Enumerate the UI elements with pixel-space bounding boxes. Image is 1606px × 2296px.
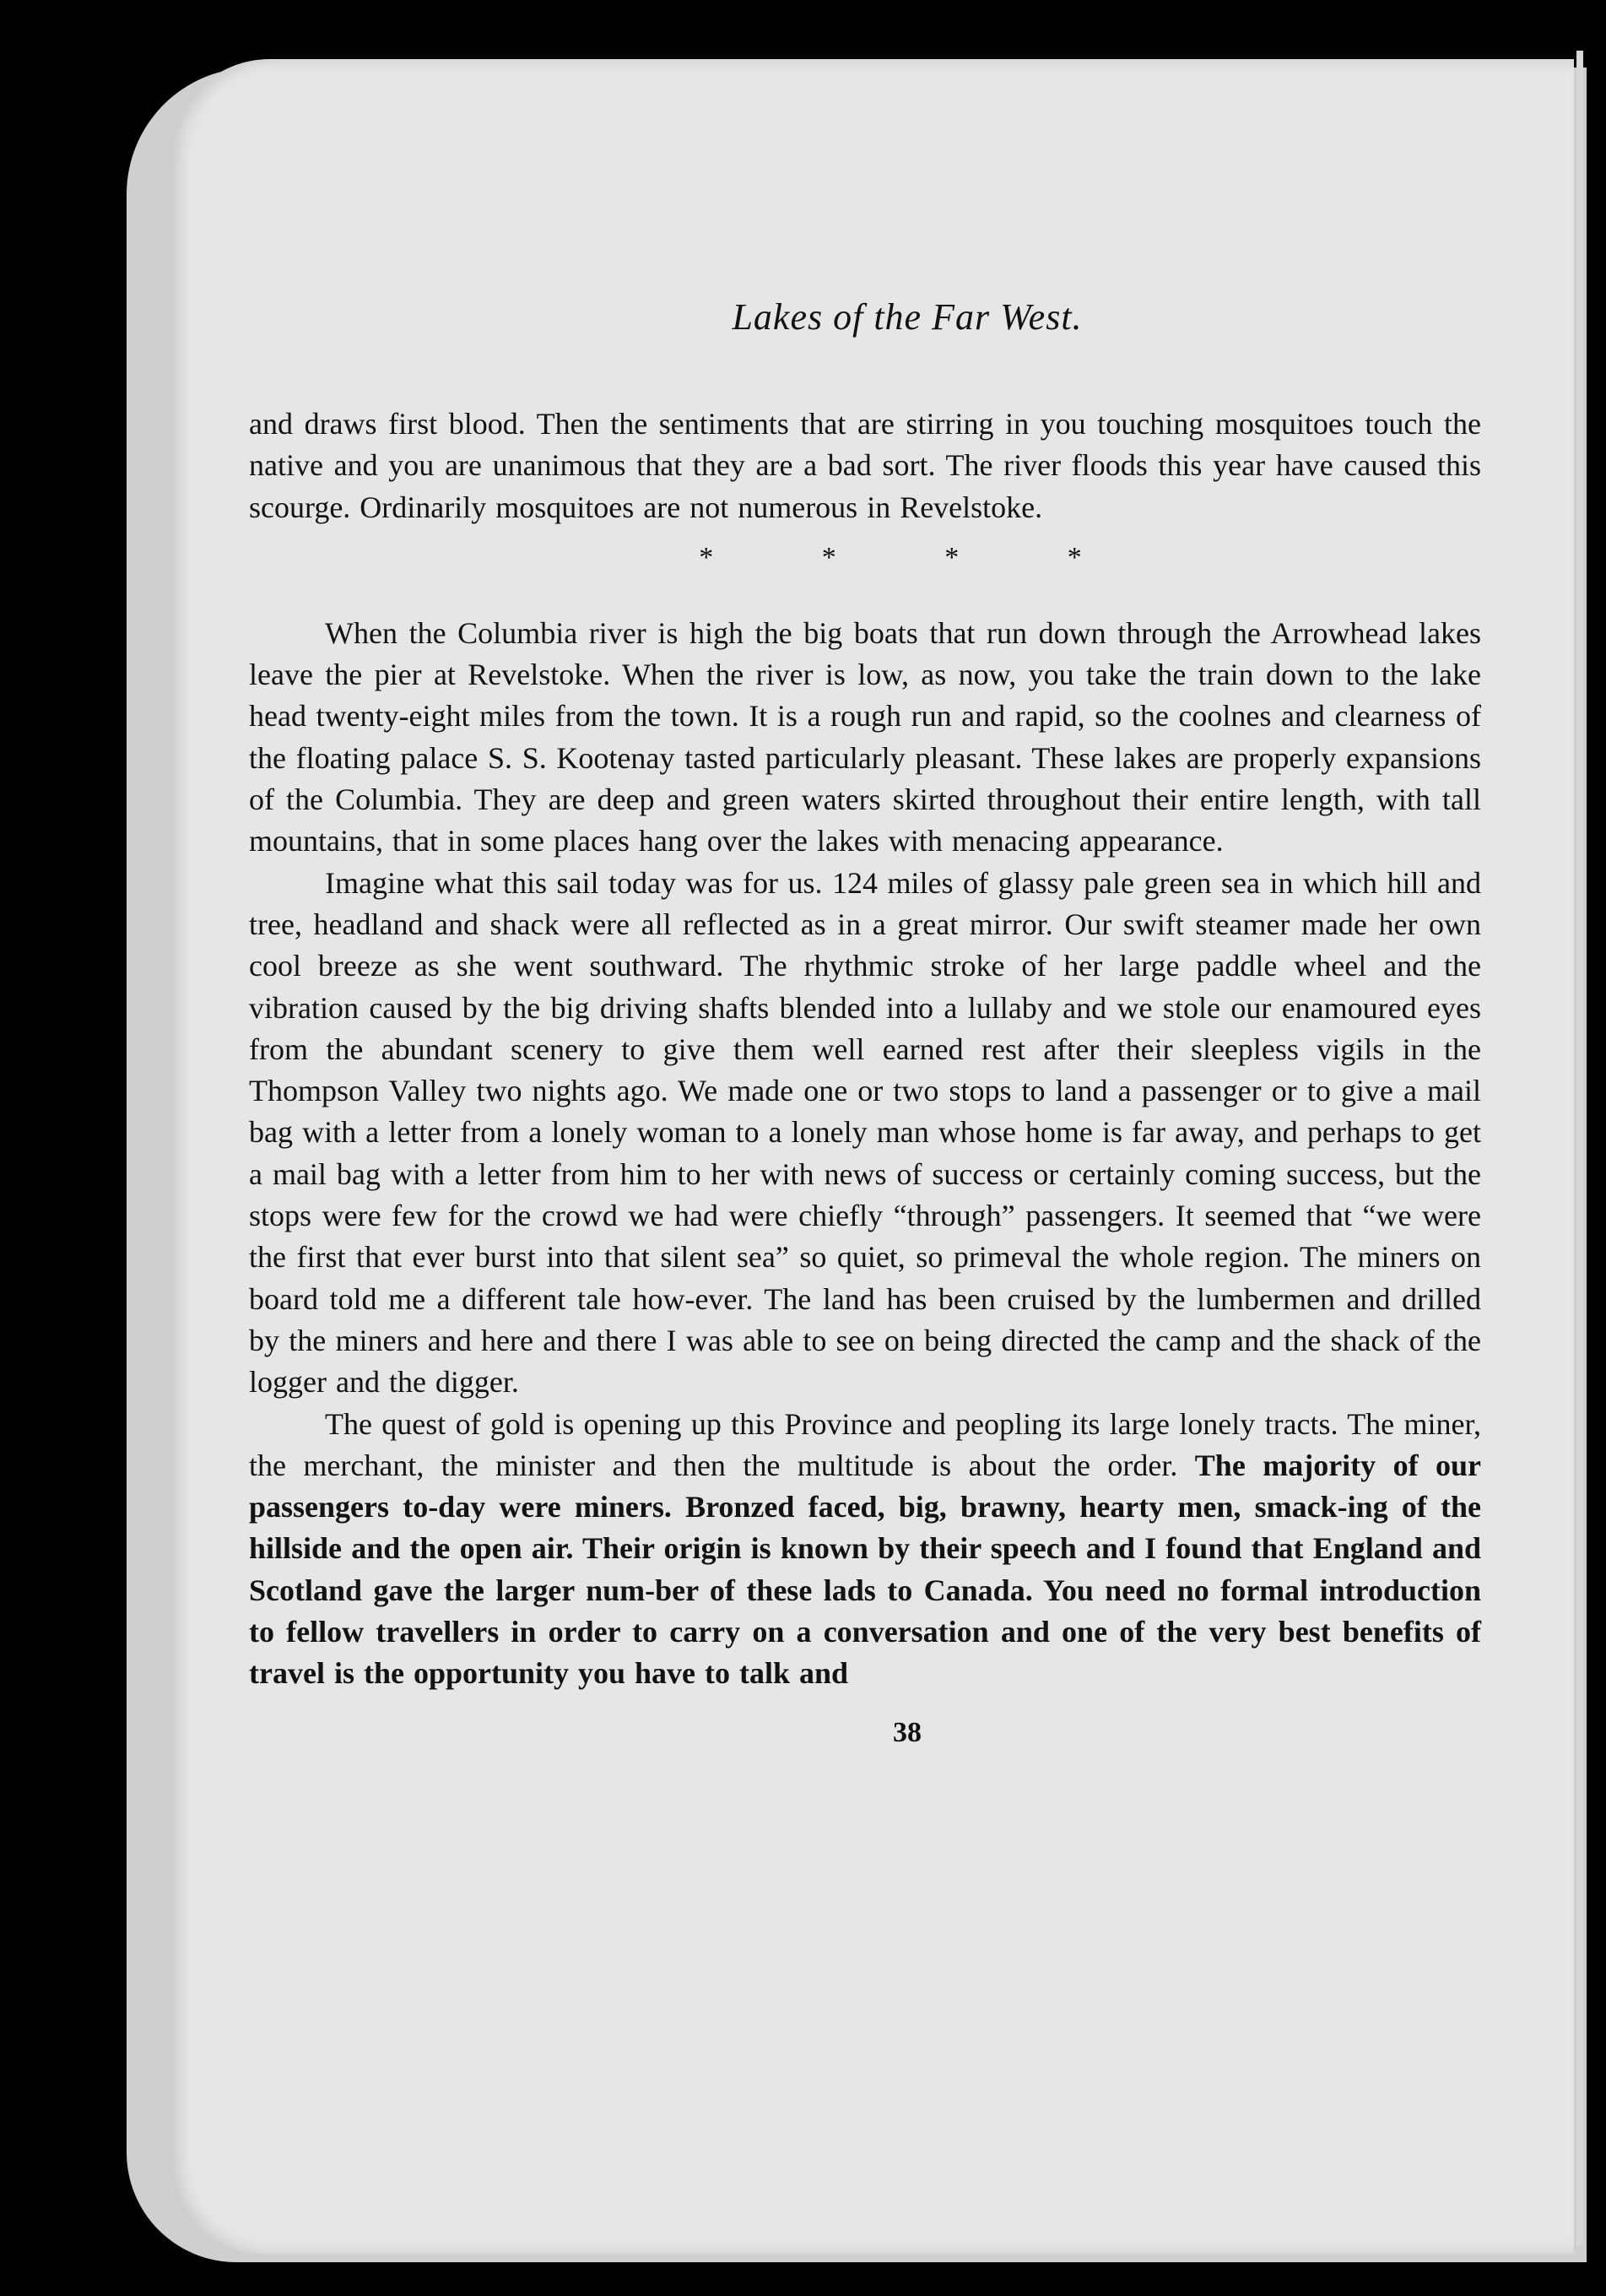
paragraph-1: and draws first blood. Then the sentiments that are stirring in you touching mosquitoes touch the native and you are unanimous that they are a bad sort. The river floods this year have caused this scourge. Ordinarily mosquitoes are not numerous in Revelstoke. <box>249 407 1481 524</box>
facing-page-edge <box>1576 51 1583 2245</box>
page-content <box>249 295 1481 1749</box>
paragraph-4-bold: The majority of our passengers to-day were miners. Bronzed faced, big, brawny, hearty men, smack-ing of the hillside and the open air. Their origin is known by their speech and I found that England and Scotland gave the larger num-ber of these lads to Canada. You need no formal introduction to fellow travellers in order to carry on a conversation and one of the very best benefits of travel is the opportunity you have to talk and <box>249 1448 1481 1691</box>
paragraph-2: When the Columbia river is high the big boats that run down through the Arrowhead lakes leave the pier at Revelstoke. When the river is low, as now, you take the train down to the lake head twenty-eight miles from the town. It is a rough run and rapid, so the coolnes and clearness of the floating palace S. S. Kootenay tasted particularly pleasant. These lakes are properly expansions of the Columbia. They are deep and green waters skirted throughout their entire length, with tall mountains, that in some places hang over the lakes with menacing appearance. <box>249 615 1481 858</box>
paragraph-4-regular: The quest of gold is opening up this Province and peopling its large lonely tracts. The miner, the merchant, the minister and then the multitude is about the order. <box>249 1406 1481 1482</box>
paragraph-4 <box>249 1404 1481 1695</box>
page-number: 38 <box>893 1716 922 1748</box>
running-head: Lakes of the Far West. <box>732 296 1083 338</box>
section-break: * * * * <box>699 541 1133 573</box>
paragraph-3: Imagine what this sail today was for us. 124 miles of glassy pale green sea in which hill and tree, headland and shack were all reflected as in a great mirror. Our swift steamer made her own cool breeze as she went southward. The rhythmic stroke of her large paddle wheel and the vibration caused by the big driving shafts blended into a lullaby and we stole our enamoured eyes from the abundant scenery to give them well earned rest after their sleepless vigils in the Thompson Valley two nights ago. We made one or two stops to land a passenger or to give a mail bag with a letter from a lonely woman to a lonely man whose home is far away, and perhaps to get a mail bag with a letter from him to her with news of success or certainly coming success, but the stops were few for the crowd we had were chiefly “through” passengers. It seemed that “we were the first that ever burst into that silent sea” so quiet, so primeval the whole region. The miners on board told me a different tale how-ever. The land has been cruised by the lumbermen and drilled by the miners and here and there I was able to see on being directed the camp and the shack of the logger and the digger. <box>249 865 1481 1400</box>
